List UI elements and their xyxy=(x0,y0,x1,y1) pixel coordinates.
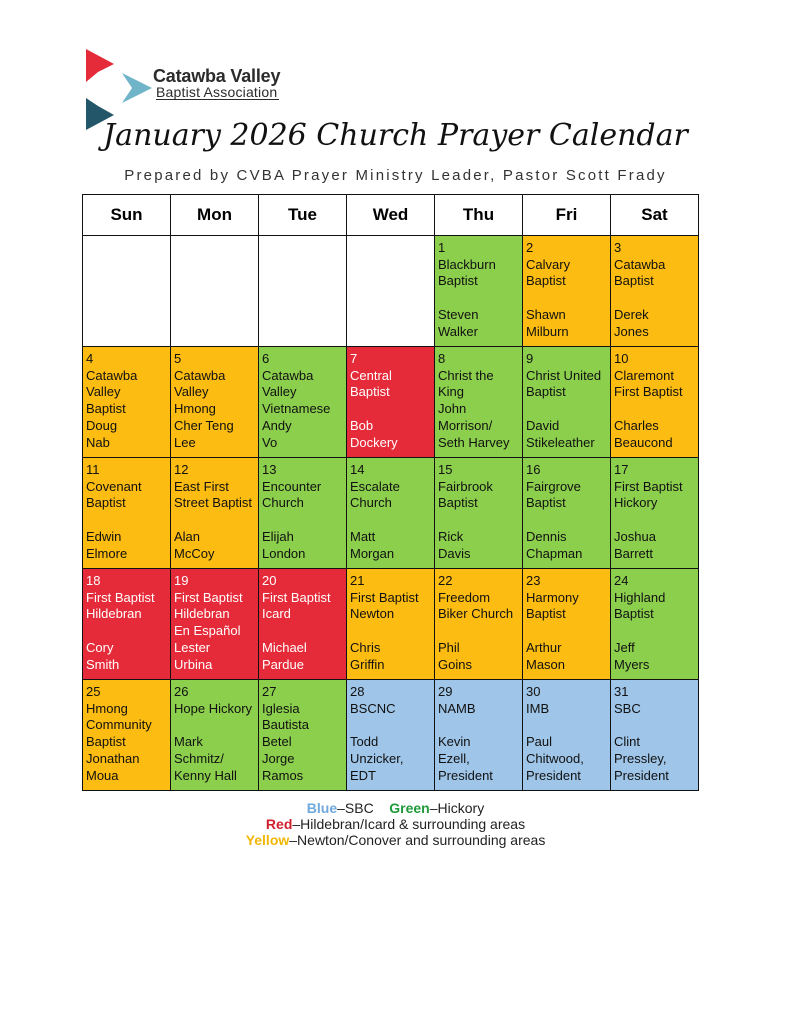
entry-line: Christ the xyxy=(438,367,494,383)
entry-line: Mason xyxy=(526,656,566,672)
line-spacer xyxy=(350,512,431,529)
entry-line: Davis xyxy=(438,545,471,561)
day-content xyxy=(347,680,434,786)
entry-line: Iglesia xyxy=(262,700,300,716)
entry-line: Dockery xyxy=(350,434,398,450)
day-cell-26 xyxy=(171,680,259,791)
entry-line: Joshua xyxy=(614,528,656,544)
day-content xyxy=(611,680,698,786)
legend-yellow-word: Yellow xyxy=(245,832,290,848)
empty-day-cell xyxy=(171,236,259,347)
legend-line-2 xyxy=(0,816,791,832)
day-cell-31 xyxy=(611,680,699,791)
entry-line: EDT xyxy=(350,767,376,783)
day-cell-14 xyxy=(347,458,435,569)
entry-line: Jeff xyxy=(614,639,635,655)
day-cell-4 xyxy=(83,347,171,458)
entry-line: Hildebran xyxy=(86,606,142,622)
line-spacer xyxy=(526,623,607,640)
empty-day-cell xyxy=(259,236,347,347)
entry-line: Seth Harvey xyxy=(438,434,510,450)
entry-line: Baptist xyxy=(526,606,566,622)
entry-line: Griffin xyxy=(350,656,385,672)
entry-line: Baptist xyxy=(526,273,566,289)
day-content xyxy=(523,347,610,453)
line-spacer xyxy=(438,623,519,640)
line-spacer xyxy=(614,512,695,529)
entry-line: McCoy xyxy=(174,545,215,561)
day-content xyxy=(435,569,522,675)
calendar-week xyxy=(83,347,699,458)
entry-line: Edwin xyxy=(86,528,122,544)
line-spacer xyxy=(350,623,431,640)
entry-line: Chapman xyxy=(526,545,583,561)
legend-red-text: –Hildebran/Icard & surrounding areas xyxy=(292,816,526,832)
entry-line: Hildebran xyxy=(174,606,230,622)
day-cell-18 xyxy=(83,569,171,680)
entry-line: Catawba xyxy=(614,256,666,272)
line-spacer xyxy=(174,512,255,529)
entry-line: Lester xyxy=(174,639,211,655)
entry-line: Fairbrook xyxy=(438,478,493,494)
day-cell-16 xyxy=(523,458,611,569)
day-cell-15 xyxy=(435,458,523,569)
day-number: 24 xyxy=(614,573,629,588)
day-cell-12 xyxy=(171,458,259,569)
entry-line: Fairgrove xyxy=(526,478,581,494)
calendar-week xyxy=(83,680,699,791)
entry-line: NAMB xyxy=(438,700,476,716)
day-content xyxy=(259,458,346,564)
entry-line: Freedom xyxy=(438,589,491,605)
entry-line: Hmong xyxy=(86,700,128,716)
day-cell-30 xyxy=(523,680,611,791)
entry-line: Lee xyxy=(174,434,196,450)
day-content xyxy=(83,458,170,564)
entry-line: Icard xyxy=(262,606,291,622)
entry-line: Elijah xyxy=(262,528,294,544)
entry-line: Alan xyxy=(174,528,201,544)
line-spacer xyxy=(614,401,695,418)
line-spacer xyxy=(174,717,255,734)
day-number: 18 xyxy=(86,573,101,588)
entry-line: Christ United xyxy=(526,367,602,383)
calendar-week xyxy=(83,458,699,569)
day-number: 27 xyxy=(262,684,277,699)
entry-line: First Baptist xyxy=(350,589,419,605)
entry-line: Jones xyxy=(614,323,649,339)
entry-line: Arthur xyxy=(526,639,562,655)
entry-line: Mark xyxy=(174,734,203,750)
entry-line: London xyxy=(262,545,306,561)
entry-line: First Baptist xyxy=(614,384,683,400)
day-content xyxy=(611,347,698,453)
empty-day-cell xyxy=(83,236,171,347)
entry-line: Clint xyxy=(614,734,641,750)
day-content xyxy=(259,680,346,786)
day-cell-21 xyxy=(347,569,435,680)
legend-red-word: Red xyxy=(265,816,293,832)
entry-line: Catawba xyxy=(262,367,314,383)
line-spacer xyxy=(262,623,343,640)
entry-line: Vietnamese xyxy=(262,401,331,417)
day-content xyxy=(171,569,258,675)
day-cell-7 xyxy=(347,347,435,458)
logo-name: Catawba Valley xyxy=(153,66,281,86)
day-cell-20 xyxy=(259,569,347,680)
entry-line: Baptist xyxy=(614,273,654,289)
entry-line: Church xyxy=(350,495,392,511)
line-spacer xyxy=(350,401,431,418)
day-number: 16 xyxy=(526,462,541,477)
entry-line: Hickory xyxy=(614,495,658,511)
day-number: 21 xyxy=(350,573,365,588)
entry-line: Street Baptist xyxy=(174,495,253,511)
entry-line: Baptist xyxy=(438,273,478,289)
day-content xyxy=(611,236,698,342)
line-spacer xyxy=(438,290,519,307)
day-number: 12 xyxy=(174,462,189,477)
entry-line: Michael xyxy=(262,639,307,655)
day-content xyxy=(435,680,522,786)
line-spacer xyxy=(438,717,519,734)
entry-line: En Español xyxy=(174,623,241,639)
day-number: 9 xyxy=(526,351,534,366)
day-content xyxy=(347,569,434,675)
weekday-thu: Thu xyxy=(435,195,523,236)
entry-line: Baptist xyxy=(86,401,126,417)
entry-line: Kevin xyxy=(438,734,471,750)
logo-subtitle: Baptist Association xyxy=(156,84,278,100)
entry-line: First Baptist xyxy=(174,589,243,605)
line-spacer xyxy=(438,512,519,529)
day-number: 30 xyxy=(526,684,541,699)
entry-line: Chris xyxy=(350,639,381,655)
empty-day-cell xyxy=(347,236,435,347)
calendar-week xyxy=(83,569,699,680)
entry-line: Paul xyxy=(526,734,553,750)
day-number: 28 xyxy=(350,684,365,699)
day-cell-1 xyxy=(435,236,523,347)
entry-line: Baptist xyxy=(438,495,478,511)
calendar-week xyxy=(83,236,699,347)
page-title: January 2026 Church Prayer Calendar xyxy=(103,118,688,153)
legend-line-3 xyxy=(0,832,791,848)
day-content xyxy=(171,347,258,453)
page-subtitle: Prepared by CVBA Prayer Ministry Leader, Pastor Scott Frady xyxy=(124,167,667,184)
weekday-wed: Wed xyxy=(347,195,435,236)
entry-line: Derek xyxy=(614,306,649,322)
weekday-tue: Tue xyxy=(259,195,347,236)
day-number: 13 xyxy=(262,462,277,477)
entry-line: Morgan xyxy=(350,545,395,561)
entry-line: Dennis xyxy=(526,528,567,544)
entry-line: Ramos xyxy=(262,767,304,783)
entry-line: Escalate xyxy=(350,478,400,494)
day-cell-24 xyxy=(611,569,699,680)
entry-line: Ezell, xyxy=(438,750,470,766)
entry-line: President xyxy=(526,767,581,783)
day-number: 15 xyxy=(438,462,453,477)
line-spacer xyxy=(526,512,607,529)
day-number: 20 xyxy=(262,573,277,588)
legend-blue-word: Blue xyxy=(306,800,338,816)
entry-line: Biker Church xyxy=(438,606,514,622)
entry-line: Doug xyxy=(86,417,118,433)
entry-line: East First xyxy=(174,478,229,494)
day-number: 22 xyxy=(438,573,453,588)
entry-line: BSCNC xyxy=(350,700,396,716)
entry-line: Hope Hickory xyxy=(174,700,253,716)
entry-line: Blackburn xyxy=(438,256,496,272)
entry-line: Bob xyxy=(350,417,374,433)
entry-line: Betel xyxy=(262,734,292,750)
entry-line: Andy xyxy=(262,417,292,433)
entry-line: IMB xyxy=(526,700,550,716)
entry-line: Valley xyxy=(262,384,297,400)
entry-line: First Baptist xyxy=(614,478,683,494)
line-spacer xyxy=(614,623,695,640)
entry-line: Milburn xyxy=(526,323,569,339)
entry-line: Vo xyxy=(262,434,278,450)
day-number: 23 xyxy=(526,573,541,588)
entry-line: Elmore xyxy=(86,545,128,561)
entry-line: Baptist xyxy=(614,606,654,622)
entry-line: Encounter xyxy=(262,478,322,494)
line-spacer xyxy=(350,717,431,734)
entry-line: Schmitz/ xyxy=(174,750,224,766)
day-cell-2 xyxy=(523,236,611,347)
day-content xyxy=(435,236,522,342)
legend-green-word: Green xyxy=(389,800,430,816)
line-spacer xyxy=(614,717,695,734)
entry-line: Claremont xyxy=(614,367,674,383)
entry-line: Catawba xyxy=(174,367,226,383)
weekday-sat: Sat xyxy=(611,195,699,236)
day-cell-25 xyxy=(83,680,171,791)
entry-line: Central xyxy=(350,367,392,383)
legend-yellow-text: –Newton/Conover and surrounding areas xyxy=(289,832,546,848)
day-cell-8 xyxy=(435,347,523,458)
entry-line: Jorge xyxy=(262,750,295,766)
entry-line: Pardue xyxy=(262,656,304,672)
day-content xyxy=(83,680,170,786)
day-cell-6 xyxy=(259,347,347,458)
weekday-header xyxy=(83,195,699,236)
day-content xyxy=(611,458,698,564)
day-content xyxy=(435,347,522,453)
day-number: 3 xyxy=(614,240,622,255)
entry-line: Baptist xyxy=(526,384,566,400)
entry-line: Community xyxy=(86,717,152,733)
entry-line: President xyxy=(438,767,493,783)
day-cell-27 xyxy=(259,680,347,791)
color-legend xyxy=(0,800,791,848)
entry-line: Phil xyxy=(438,639,460,655)
day-number: 7 xyxy=(350,351,358,366)
entry-line: First Baptist xyxy=(262,589,331,605)
day-content xyxy=(347,347,434,453)
entry-line: Cory xyxy=(86,639,114,655)
weekday-mon: Mon xyxy=(171,195,259,236)
line-spacer xyxy=(526,290,607,307)
entry-line: Rick xyxy=(438,528,464,544)
day-cell-11 xyxy=(83,458,171,569)
entry-line: Goins xyxy=(438,656,472,672)
line-spacer xyxy=(86,623,167,640)
entry-line: Harmony xyxy=(526,589,579,605)
line-spacer xyxy=(526,717,607,734)
day-cell-19 xyxy=(171,569,259,680)
entry-line: Catawba xyxy=(86,367,138,383)
day-cell-22 xyxy=(435,569,523,680)
day-number: 5 xyxy=(174,351,182,366)
day-number: 14 xyxy=(350,462,365,477)
line-spacer xyxy=(86,512,167,529)
day-content xyxy=(171,458,258,564)
legend-green-text: –Hickory xyxy=(429,800,485,816)
day-number: 17 xyxy=(614,462,629,477)
entry-line: President xyxy=(614,767,669,783)
day-number: 25 xyxy=(86,684,101,699)
entry-line: Urbina xyxy=(174,656,213,672)
entry-line: Calvary xyxy=(526,256,571,272)
entry-line: John xyxy=(438,401,467,417)
entry-line: Baptist xyxy=(86,495,126,511)
entry-line: Moua xyxy=(86,767,119,783)
day-content xyxy=(259,347,346,453)
entry-line: Covenant xyxy=(86,478,142,494)
entry-line: Valley xyxy=(86,384,121,400)
legend-blue-text: –SBC xyxy=(337,800,374,816)
entry-line: King xyxy=(438,384,465,400)
day-content xyxy=(83,347,170,453)
day-content xyxy=(347,458,434,564)
entry-line: Myers xyxy=(614,656,650,672)
day-cell-23 xyxy=(523,569,611,680)
day-content xyxy=(259,569,346,675)
day-content xyxy=(611,569,698,675)
day-cell-29 xyxy=(435,680,523,791)
day-content xyxy=(435,458,522,564)
entry-line: Stikeleather xyxy=(526,434,595,450)
day-cell-9 xyxy=(523,347,611,458)
day-cell-13 xyxy=(259,458,347,569)
entry-line: Hmong xyxy=(174,401,216,417)
day-number: 19 xyxy=(174,573,189,588)
entry-line: Bautista xyxy=(262,717,309,733)
entry-line: Smith xyxy=(86,656,120,672)
entry-line: Charles xyxy=(614,417,659,433)
entry-line: First Baptist xyxy=(86,589,155,605)
day-cell-10 xyxy=(611,347,699,458)
entry-line: Matt xyxy=(350,528,376,544)
entry-line: Jonathan xyxy=(86,750,140,766)
entry-line: Shawn xyxy=(526,306,566,322)
entry-line: Kenny Hall xyxy=(174,767,237,783)
day-number: 26 xyxy=(174,684,189,699)
entry-line: Newton xyxy=(350,606,395,622)
entry-line: Chitwood, xyxy=(526,750,584,766)
legend-line-1 xyxy=(0,800,791,816)
day-number: 10 xyxy=(614,351,629,366)
day-content xyxy=(171,680,258,786)
day-content xyxy=(523,680,610,786)
weekday-fri: Fri xyxy=(523,195,611,236)
prayer-calendar xyxy=(82,194,699,791)
day-number: 31 xyxy=(614,684,629,699)
day-number: 1 xyxy=(438,240,446,255)
line-spacer xyxy=(614,290,695,307)
entry-line: SBC xyxy=(614,700,641,716)
entry-line: Church xyxy=(262,495,304,511)
entry-line: Valley xyxy=(174,384,209,400)
entry-line: Highland xyxy=(614,589,666,605)
entry-line: Barrett xyxy=(614,545,654,561)
entry-line: Baptist xyxy=(86,734,126,750)
weekday-sun: Sun xyxy=(83,195,171,236)
entry-line: Cher Teng xyxy=(174,417,234,433)
entry-line: Beaucond xyxy=(614,434,673,450)
day-cell-28 xyxy=(347,680,435,791)
day-cell-3 xyxy=(611,236,699,347)
entry-line: Morrison/ xyxy=(438,417,493,433)
entry-line: Todd xyxy=(350,734,379,750)
day-number: 2 xyxy=(526,240,534,255)
entry-line: Baptist xyxy=(526,495,566,511)
entry-line: Pressley, xyxy=(614,750,667,766)
entry-line: Unzicker, xyxy=(350,750,404,766)
day-content xyxy=(523,458,610,564)
day-content xyxy=(523,569,610,675)
day-cell-5 xyxy=(171,347,259,458)
day-number: 11 xyxy=(86,462,100,477)
entry-line: Nab xyxy=(86,434,110,450)
line-spacer xyxy=(262,512,343,529)
day-content xyxy=(83,569,170,675)
day-cell-17 xyxy=(611,458,699,569)
entry-line: Steven xyxy=(438,306,479,322)
day-number: 4 xyxy=(86,351,94,366)
entry-line: Baptist xyxy=(350,384,390,400)
line-spacer xyxy=(526,401,607,418)
day-content xyxy=(523,236,610,342)
day-number: 29 xyxy=(438,684,453,699)
day-number: 6 xyxy=(262,351,270,366)
entry-line: David xyxy=(526,417,560,433)
entry-line: Walker xyxy=(438,323,478,339)
day-number: 8 xyxy=(438,351,446,366)
